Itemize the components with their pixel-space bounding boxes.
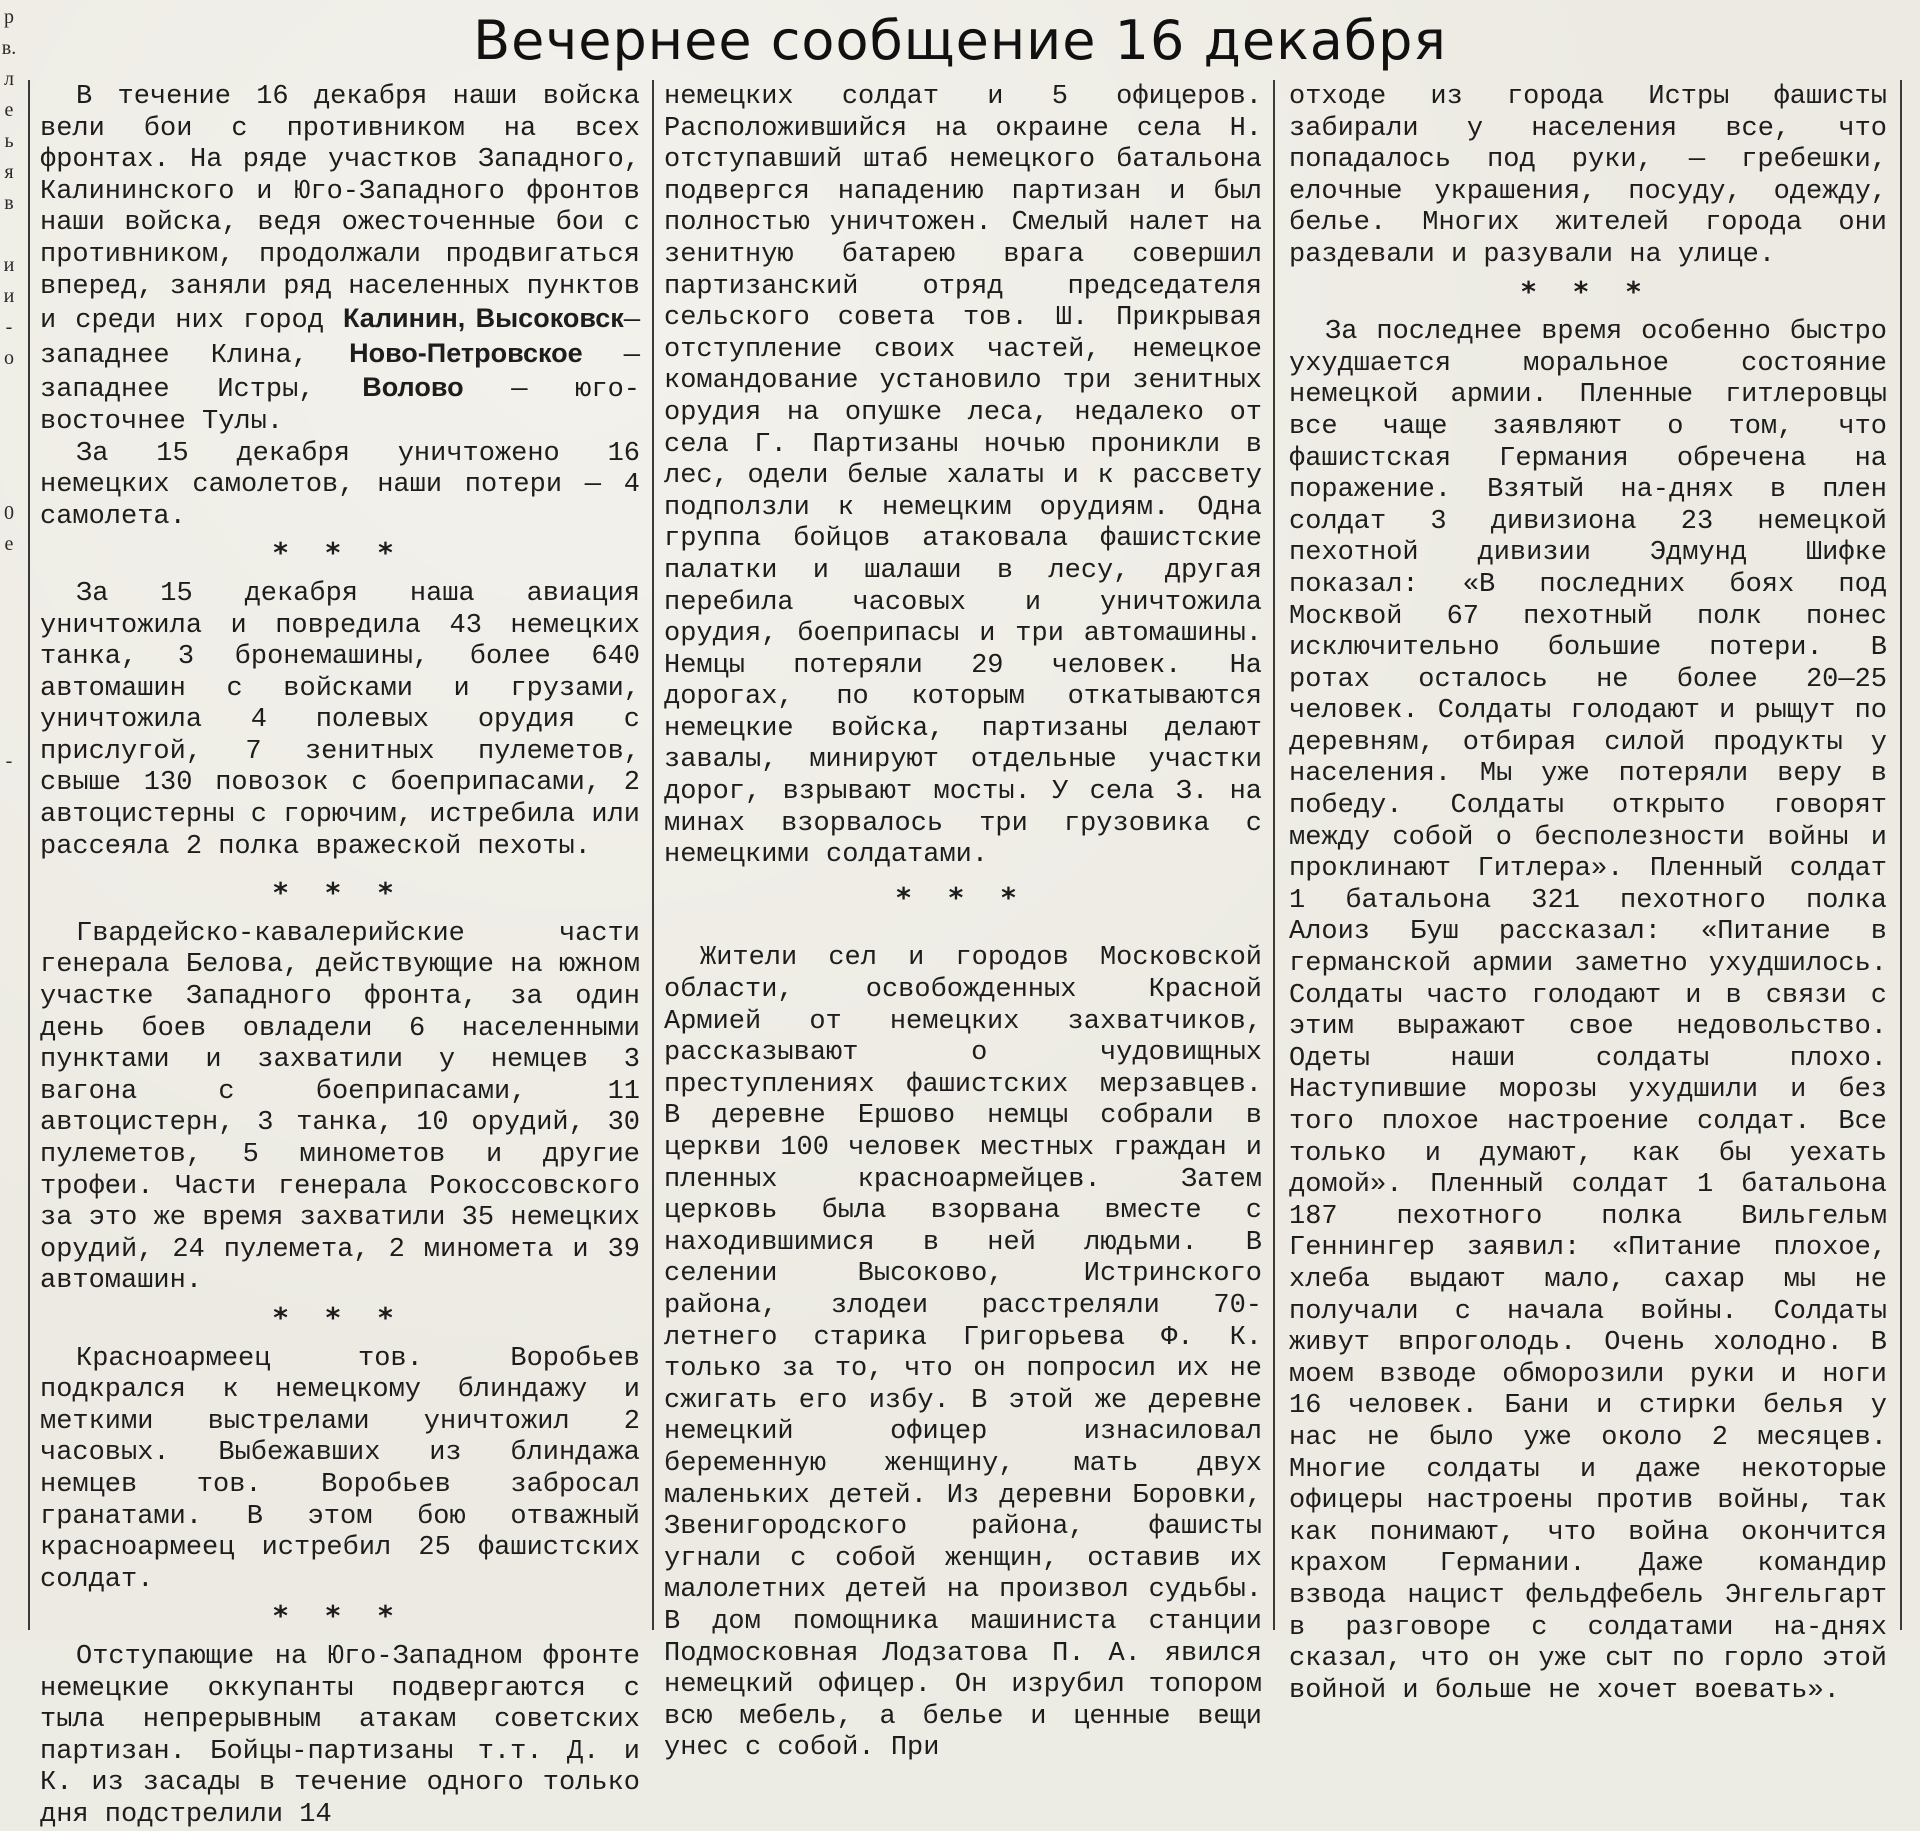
section-separator: * * * — [896, 880, 1030, 914]
paragraph-partisans-continued: немецких солдат и 5 офицеров. Расположившийся на окраине села Н. отступавший штаб немецкого батальона подвергся нападению партизан и был полностью уничтожен. Смелый налет на зенитную батарею врага совершил партизанский отряд председателя сельского совета тов. Ш. Прикрывая отступление своих частей, немецкое командование установило три зенитных орудия на опушке леса, недалеко от села Г. Партизаны ночью проникли в лес, одели белые халаты и к рассвету подползли к немецким орудиям. Одна группа бойцов атаковала фашистские палатки и шалаши в лесу, другая перебила часовых и уничтожила орудия, боеприпасы и три автомашины. Немцы потеряли 29 человек. На дорогах, по которым откатываются немецкие войска, партизаны делают завалы, минируют отдельные участки дорог, взрывают мосты. У села З. на минах взорвалось три грузовика с немецкими солдатами. — [664, 82, 1262, 871]
paragraph-aircraft-losses: За 15 декабря уничтожено 16 немецких самолетов, наши потери — 4 самолета. — [40, 438, 640, 532]
margin-fragment: и — [3, 285, 15, 307]
text-run: В течение 16 декабря наши войска вели бои с противником на всех фронтах. На ряде участков Западного, Калининского и Юго-Западного фронтов наши войска, ведя ожесточенные бои с противником, продолжали продвигаться вперед, заняли ряд населенных пунктов и среди них город — [40, 82, 640, 337]
column-rule-2 — [1273, 80, 1275, 1630]
column-rule-right — [1900, 80, 1902, 1630]
margin-fragment: ь — [4, 130, 14, 152]
paragraph-front-summary — [40, 82, 640, 439]
margin-fragment: я — [4, 161, 14, 183]
paragraph-atrocities: Жители сел и городов Московской области, освобожденных Красной Армией от немецких захватчиков, рассказывают о чудовищных преступлениях фашистских мерзавцев. В деревне Ершово немцы собрали в церкви 100 человек местных граждан и пленных красноармейцев. Затем церковь была взорвана вместе с находившимися в ней людьми. В селении Высоково, Истринского района, злодеи расстреляли 70-летнего старика Григорьева Ф. К. только за то, что он попросил их не сжигать его избу. В этой же деревне немецкий офицер изнасиловал беременную женщину, мать двух маленьких детей. Из деревни Боровки, Звенигородского района, фашисты угнали с собой женщин, оставив их малолетних детей на произвол судьбы. В дом помощника машиниста станции Подмосковная Лодзатова П. А. явился немецкий офицер. Он изрубил топором всю мебель, а белье и ценные вещи унес с собой. При — [664, 943, 1262, 1764]
margin-fragment: 0 — [4, 502, 14, 524]
column-rule-1 — [652, 80, 654, 1630]
margin-fragment: о — [4, 347, 14, 369]
article-column-2 — [664, 82, 1262, 1764]
margin-fragment: в — [4, 192, 14, 214]
margin-fragment: - — [5, 750, 13, 772]
margin-fragment: и — [3, 254, 15, 276]
text-run: —западнее Клина, — [40, 306, 641, 371]
margin-fragment: в. — [1, 37, 17, 59]
paragraph-german-morale: За последнее время особенно быстро ухудшается моральное состояние немецкой армии. Пленные гитлеровцы все чаще заявляют о том, что фашистская Германия обречена на поражение. Взятый на-днях в плен солдат 3 дивизиона 23 немецкой пехотной дивизии Эдмунд Шифке показал: «В последних боях под Москвой 67 пехотный полк понес исключительно большие потери. В ротах осталось не более 20—25 человек. Солдаты голодают и рыщут по деревням, отбирая силой продукты у населения. Мы уже потеряли веру в победу. Солдаты открыто говорят между собой о бесполезности войны и проклинают Гитлера». Пленный солдат 1 батальона 321 пехотного полка Алоиз Буш рассказал: «Питание в германской армии заметно ухудшилось. Солдаты часто голодают и в связи с этим выражают свое недовольство. Одеты наши солдаты плохо. Наступившие морозы ухудшили и без того плохое настроение солдат. Все только и думают, как бы уехать домой». Пленный солдат 1 батальона 187 пехотного полка Вильгельм Геннингер заявил: «Питание плохое, хлеба выдают мало, сахар мы не получали с начала войны. Солдаты живут впроголодь. Очень холодно. В моем взводе обморозили руки и ноги 16 человек. Бани и стирки белья у нас не было уже около 2 месяцев. Многие солдаты и даже некоторые офицеры настроены против войны, так как понимают, что война окончится крахом Германии. Даже командир взвода нацист фельдфебель Энгельгарт в разговоре с солдатами на-днях сказал, что он уже сыт по горло этой войной и больше не хочет воевать». — [1289, 317, 1887, 1706]
page-title: Вечернее сообщение 16 декабря — [473, 9, 1447, 72]
column-rule-left — [28, 80, 30, 1630]
paragraph-vorobyev: Красноармеец тов. Воробьев подкрался к немецкому блиндажу и меткими выстрелами уничтожил 2 часовых. Выбежавших из блиндажа немцев тов. Воробьев забросал гранатами. В этом бою отважный красноармеец истребил 25 фашистских солдат. — [40, 1343, 640, 1595]
text-run: — западнее Истры, — [40, 340, 641, 406]
bold-place-name: Ново-Петровское — [349, 337, 583, 368]
paragraph-aviation: За 15 декабря наша авиация уничтожила и повредила 43 немецких танка, 3 бронемашины, более 640 автомашин с войсками и грузами, уничтожила 4 полевых орудия с прислугой, 7 зенитных пулеметов, свыше 130 повозок с боеприпасами, 2 автоцистерны с горючим, истребила или рассеяла 2 полка вражеской пехоты. — [40, 578, 640, 862]
text-run: — юго-восточнее Тулы. — [40, 375, 640, 437]
article-column-1 — [40, 82, 641, 1830]
margin-fragment: - — [5, 316, 13, 338]
paragraph-istra: отходе из города Истры фашисты забирали у населения все, что попадалось под руки, — гребешки, елочные украшения, посуду, одежду, белье. Многих жителей города они раздевали и разували на улице. — [1289, 82, 1887, 270]
section-separator: * * * — [273, 536, 407, 570]
article-column-3 — [1289, 82, 1887, 1706]
section-separator: * * * — [273, 1300, 407, 1334]
section-separator: * * * — [273, 876, 407, 910]
margin-fragment: р — [4, 6, 14, 28]
paragraph-partisans-start: Отступающие на Юго-Западном фронте немецкие оккупанты подвергаются с тыла непрерывным атакам советских партизан. Бойцы-партизаны т.т. Д. и К. из засады в течение одного только дня подстрелили 14 — [40, 1641, 640, 1830]
left-margin-fragments — [0, 0, 18, 1641]
margin-fragment: е — [4, 533, 14, 555]
bold-place-name: Калинин, Высоковск — [343, 303, 624, 334]
bold-place-name: Волово — [362, 372, 464, 403]
margin-fragment: л — [4, 68, 14, 90]
margin-fragment: е — [4, 99, 14, 121]
section-separator: * * * — [273, 1599, 407, 1633]
paragraph-cavalry: Гвардейско-кавалерийские части генерала Белова, действующие на южном участке Западного фронта, за один день боев овладели 6 населенными пунктами и захватили у немцев 3 вагона с боеприпасами, 11 автоцистерн, 3 танка, 10 орудий, 30 пулеметов, 5 минометов и другие трофеи. Части генерала Рокоссовского за это же время захватили 35 немецких орудий, 24 пулемета, 2 миномета и 39 автомашин. — [40, 918, 640, 1297]
section-separator: * * * — [1521, 274, 1655, 308]
